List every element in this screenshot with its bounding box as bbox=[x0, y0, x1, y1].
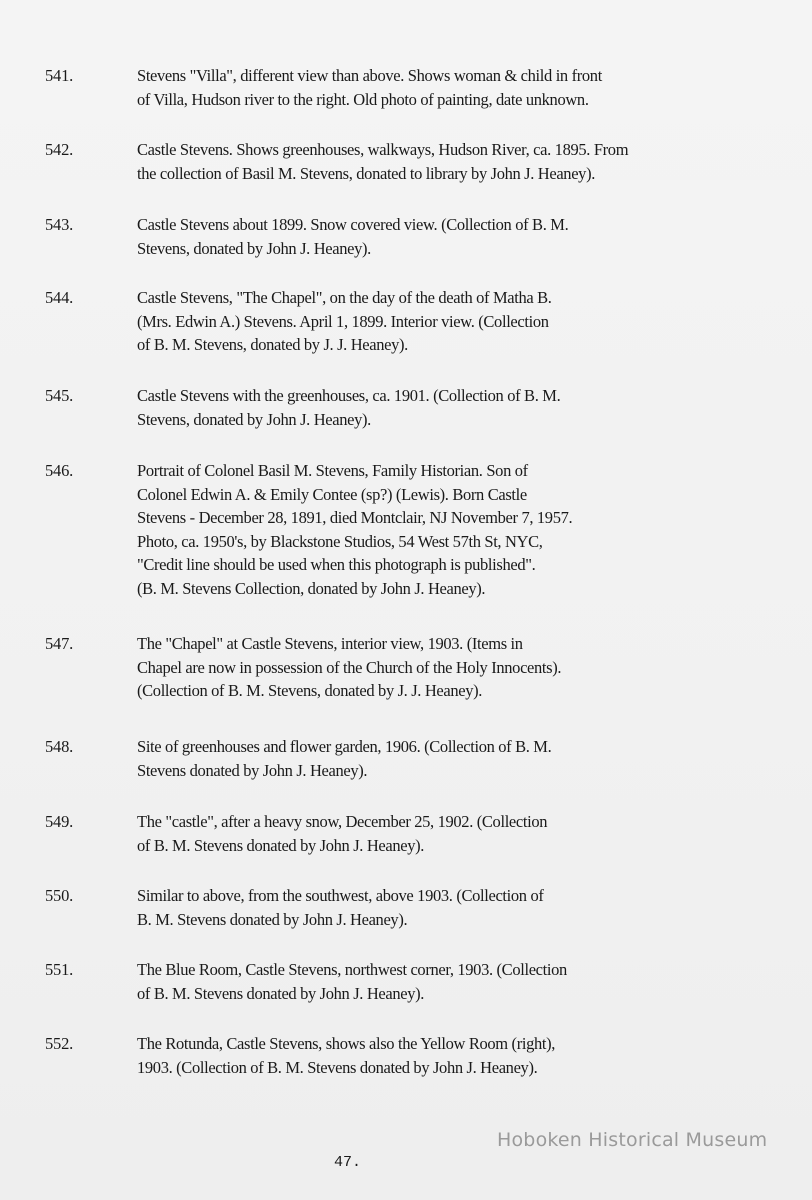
entry-543 bbox=[0, 213, 812, 286]
entry-number: 543. bbox=[45, 215, 74, 234]
entry-description: Stevens "Villa", different view than above. Shows woman & child in front of Villa, Hudson river to the right. Old photo of painting, date unknown. bbox=[137, 66, 602, 109]
entry-541 bbox=[0, 64, 812, 138]
entry-number: 542. bbox=[45, 140, 74, 159]
entry-description: Castle Stevens, "The Chapel", on the day of the death of Matha B. (Mrs. Edwin A.) Stevens. April 1, 1899. Interior view. (Collection of B. M. Stevens, donated by J. J. Heaney). bbox=[137, 288, 552, 355]
entry-547 bbox=[0, 632, 812, 735]
entry-number: 541. bbox=[45, 66, 74, 85]
museum-watermark: Hoboken Historical Museum bbox=[497, 1129, 768, 1151]
entry-number: 545. bbox=[45, 386, 74, 405]
entry-546 bbox=[0, 459, 812, 632]
entry-number: 552. bbox=[45, 1034, 74, 1053]
entry-number: 549. bbox=[45, 812, 74, 831]
entry-description: Castle Stevens about 1899. Snow covered view. (Collection of B. M. Stevens, donated by John J. Heaney). bbox=[137, 215, 569, 258]
entry-description: Site of greenhouses and flower garden, 1906. (Collection of B. M. Stevens donated by John J. Heaney). bbox=[137, 737, 552, 780]
entry-description: The Blue Room, Castle Stevens, northwest corner, 1903. (Collection of B. M. Stevens donated by John J. Heaney). bbox=[137, 960, 567, 1003]
entry-description: The "Chapel" at Castle Stevens, interior view, 1903. (Items in Chapel are now in possession of the Church of the Holy Innocents). (Collection of B. M. Stevens, donated by J. J. Heaney). bbox=[137, 634, 562, 701]
entry-number: 548. bbox=[45, 737, 74, 756]
entry-544 bbox=[0, 286, 812, 384]
entry-542 bbox=[0, 138, 812, 213]
entry-number: 550. bbox=[45, 886, 74, 905]
entry-number: 551. bbox=[45, 960, 74, 979]
entry-number: 547. bbox=[45, 634, 74, 653]
entry-list bbox=[0, 64, 812, 1092]
entry-number: 546. bbox=[45, 461, 74, 480]
entry-description: The Rotunda, Castle Stevens, shows also the Yellow Room (right), 1903. (Collection of B. M. Stevens donated by John J. Heaney). bbox=[137, 1034, 556, 1077]
entry-number: 544. bbox=[45, 288, 74, 307]
entry-description: The "castle", after a heavy snow, December 25, 1902. (Collection of B. M. Stevens donated by John J. Heaney). bbox=[137, 812, 548, 855]
entry-description: Portrait of Colonel Basil M. Stevens, Family Historian. Son of Colonel Edwin A. & Emily Contee (sp?) (Lewis). Born Castle Stevens - December 28, 1891, died Montclair, NJ November 7, 1957. Photo, ca. 1950's, by Blackstone Studios, 54 West 57th St, NYC, "Credit line should be used when this photograph is published". (B. M. Stevens Collection, donated by John J. Heaney). bbox=[137, 461, 573, 598]
entry-550 bbox=[0, 884, 812, 958]
entry-description: Castle Stevens with the greenhouses, ca. 1901. (Collection of B. M. Stevens, donated by John J. Heaney). bbox=[137, 386, 561, 429]
entry-552 bbox=[0, 1032, 812, 1092]
entry-549 bbox=[0, 810, 812, 884]
entry-545 bbox=[0, 384, 812, 459]
entry-description: Castle Stevens. Shows greenhouses, walkways, Hudson River, ca. 1895. From the collection of Basil M. Stevens, donated to library by John J. Heaney). bbox=[137, 140, 629, 183]
page-number: 47. bbox=[334, 1154, 362, 1171]
entry-548 bbox=[0, 735, 812, 810]
entry-551 bbox=[0, 958, 812, 1032]
entry-description: Similar to above, from the southwest, above 1903. (Collection of B. M. Stevens donated by John J. Heaney). bbox=[137, 886, 544, 929]
